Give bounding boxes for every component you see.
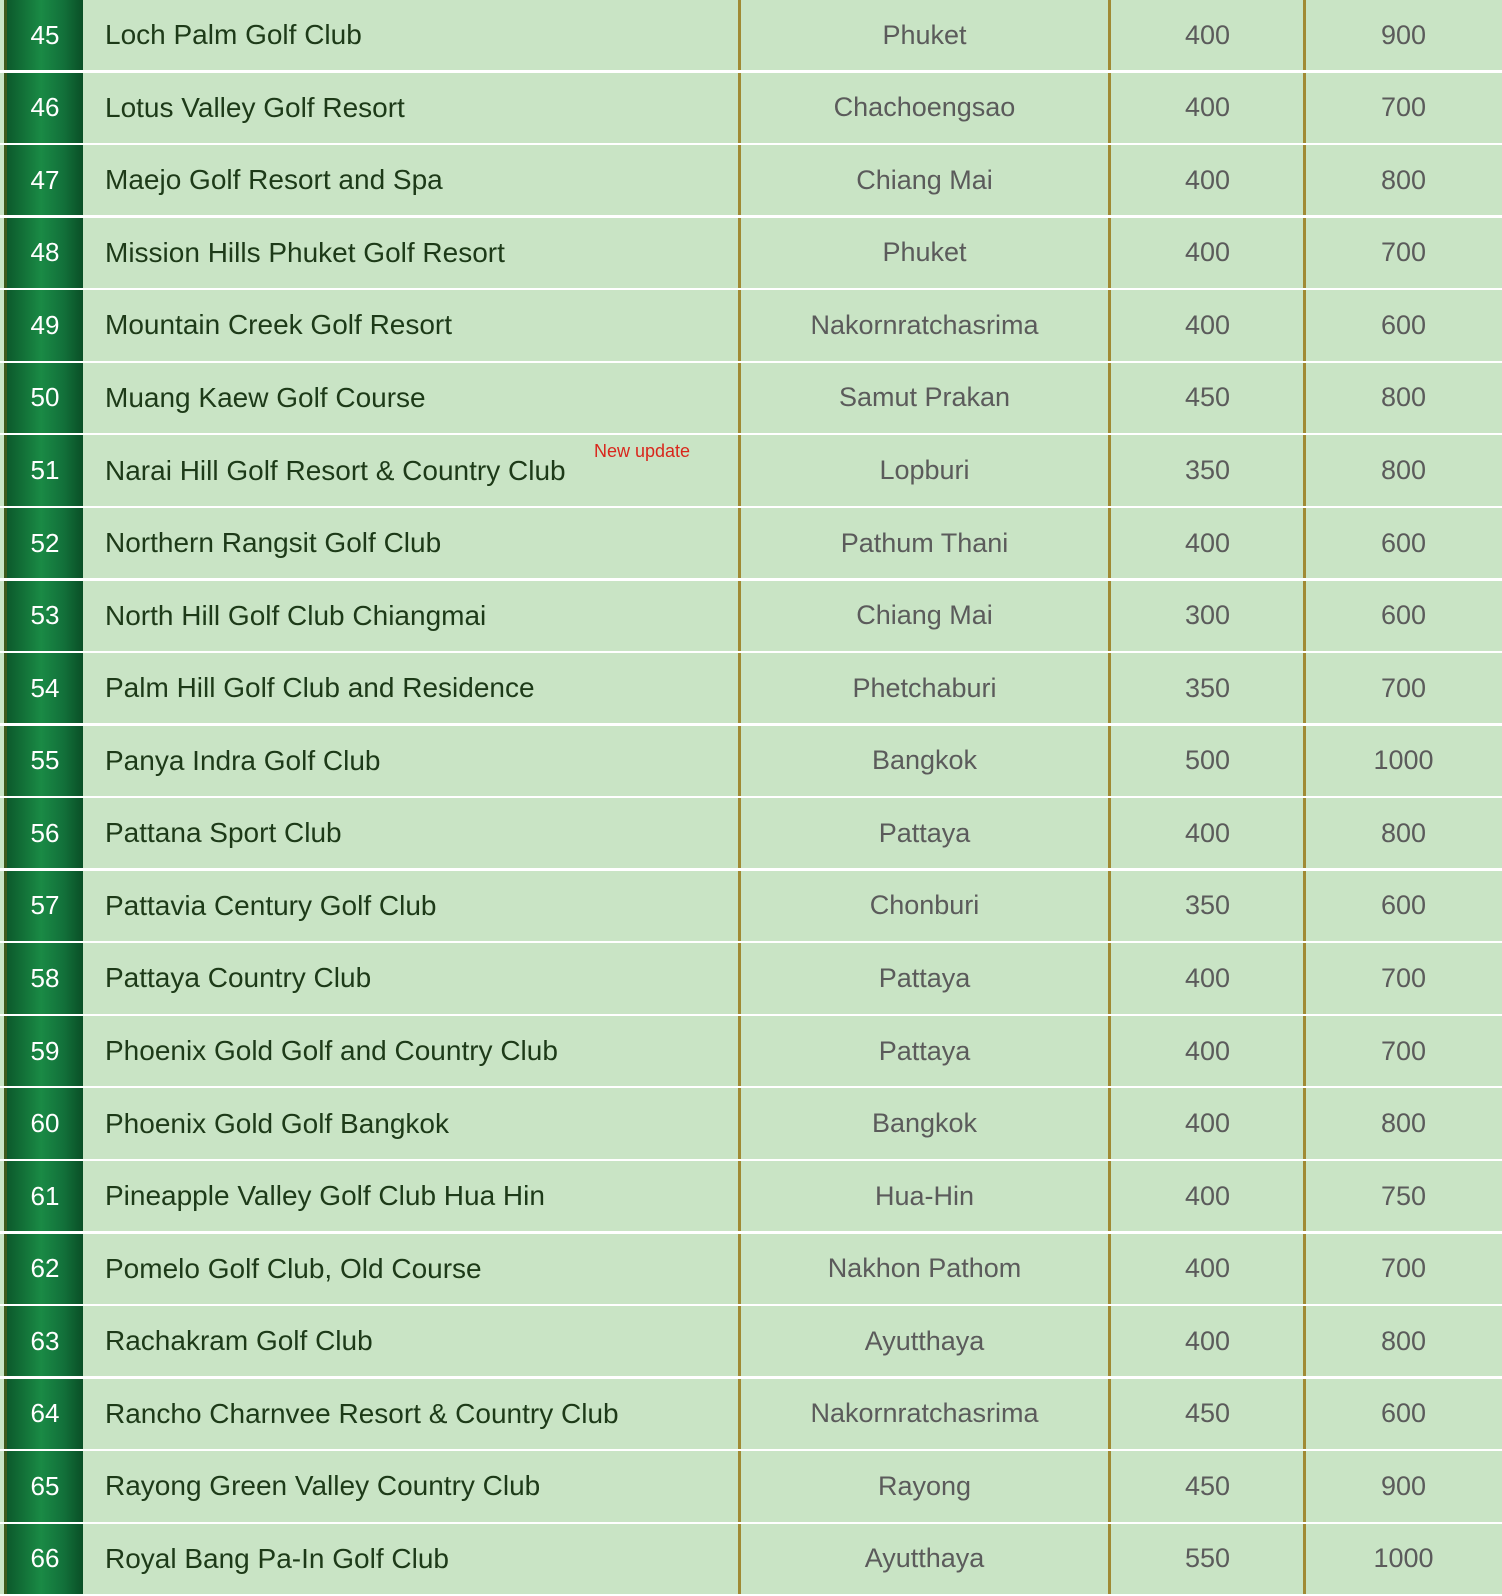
course-name: Palm Hill Golf Club and Residence: [105, 672, 535, 704]
course-location: Chiang Mai: [856, 164, 993, 195]
table-row: [0, 508, 1502, 578]
price-value-1: 450: [1184, 1470, 1231, 1501]
course-location: Phuket: [882, 237, 967, 268]
price-value-2: 700: [1380, 237, 1427, 268]
row-number: 64: [4, 1379, 83, 1449]
course-name: Pattavia Century Golf Club: [105, 889, 437, 921]
row-number: 59: [4, 1016, 83, 1086]
price-value-1: 400: [1184, 309, 1231, 340]
course-name: Loch Palm Golf Club: [105, 19, 362, 51]
row-number: 61: [4, 1161, 83, 1231]
price-value-2: 700: [1380, 1035, 1427, 1066]
table-row: [0, 0, 1502, 70]
course-name: Rancho Charnvee Resort & Country Club: [105, 1397, 619, 1429]
course-location: Bangkok: [871, 745, 978, 776]
row-number: 60: [4, 1088, 83, 1158]
course-name: Pomelo Golf Club, Old Course: [105, 1252, 482, 1284]
course-location: Pathum Thani: [840, 527, 1009, 558]
course-location: Lopburi: [879, 455, 970, 485]
price-value-1: 400: [1184, 92, 1231, 123]
table-row: [0, 1088, 1502, 1158]
row-number: 53: [4, 581, 83, 651]
course-location: Phetchaburi: [852, 672, 997, 703]
table-row: [0, 1016, 1502, 1086]
course-name: Phoenix Gold Golf Bangkok: [105, 1107, 449, 1139]
table-row: [0, 871, 1502, 941]
price-value-1: 450: [1184, 382, 1231, 413]
price-value-2: 700: [1380, 672, 1427, 703]
course-name: Mountain Creek Golf Resort: [105, 309, 453, 341]
course-location: Nakornratchasrima: [810, 1398, 1039, 1429]
price-value-2: 600: [1380, 309, 1427, 340]
price-value-1: 400: [1184, 1035, 1231, 1066]
row-number: 50: [4, 363, 83, 433]
table-row: [0, 145, 1502, 215]
course-name: Phoenix Gold Golf and Country Club: [105, 1035, 558, 1066]
row-number: 66: [4, 1524, 83, 1594]
course-location: Bangkok: [871, 1108, 978, 1139]
table-row: [0, 1379, 1502, 1449]
course-location: Chachoengsao: [833, 92, 1016, 123]
table-row: [0, 290, 1502, 360]
price-value-1: 350: [1184, 672, 1231, 703]
table-row: [0, 363, 1502, 433]
price-value-1: 400: [1184, 962, 1231, 993]
table-row: [0, 581, 1502, 651]
price-value-2: 800: [1380, 164, 1427, 195]
course-name: Muang Kaew Golf Course: [105, 381, 426, 413]
row-number: 62: [4, 1234, 83, 1304]
price-value-1: 450: [1184, 1398, 1231, 1429]
row-number: 51: [4, 435, 83, 505]
course-name: Maejo Golf Resort and Spa: [105, 164, 443, 196]
course-location: Pattaya: [878, 962, 971, 993]
course-name: North Hill Golf Club Chiangmai: [105, 599, 487, 631]
price-value-2: 800: [1380, 382, 1427, 413]
course-location: Samut Prakan: [838, 382, 1011, 413]
row-number: 48: [4, 218, 83, 288]
row-number: 56: [4, 798, 83, 868]
row-number: 55: [4, 726, 83, 796]
course-location: Ayutthaya: [864, 1543, 985, 1574]
table-row: [0, 653, 1502, 723]
price-value-1: 400: [1184, 164, 1231, 195]
price-value-2: 800: [1380, 1325, 1427, 1356]
row-number: 47: [4, 145, 83, 215]
table-row: [0, 1524, 1502, 1594]
table-row: [0, 1161, 1502, 1231]
course-location: Hua-Hin: [874, 1180, 975, 1211]
price-value-1: 400: [1184, 237, 1231, 268]
price-value-2: 700: [1380, 1253, 1427, 1284]
course-location: Rayong: [877, 1470, 972, 1501]
price-value-1: 400: [1184, 1325, 1231, 1356]
table-row: [0, 1234, 1502, 1304]
course-location: Phuket: [882, 19, 967, 50]
price-value-2: 800: [1380, 1108, 1427, 1139]
table-row: [0, 1306, 1502, 1376]
course-location: Nakornratchasrima: [810, 309, 1039, 340]
course-name: Panya Indra Golf Club: [105, 744, 381, 776]
row-number: 57: [4, 871, 83, 941]
price-value-2: 600: [1380, 890, 1427, 921]
price-value-2: 750: [1380, 1180, 1427, 1211]
course-location: Chiang Mai: [856, 600, 993, 631]
row-number: 58: [4, 943, 83, 1013]
row-number: 52: [4, 508, 83, 578]
price-value-1: 400: [1184, 1253, 1231, 1284]
price-value-2: 700: [1380, 92, 1427, 123]
table-row: [0, 798, 1502, 868]
price-value-1: 300: [1184, 600, 1231, 631]
course-name: Northern Rangsit Golf Club: [105, 527, 442, 559]
course-location: Chonburi: [869, 890, 980, 921]
price-value-1: 400: [1184, 1180, 1231, 1211]
price-value-2: 600: [1380, 527, 1427, 558]
course-name: Pineapple Valley Golf Club Hua Hin: [105, 1180, 545, 1212]
price-value-1: 400: [1184, 1108, 1231, 1139]
row-number: 46: [4, 73, 83, 143]
table-row: [0, 435, 1502, 505]
table-row: [0, 943, 1502, 1013]
row-number: 54: [4, 653, 83, 723]
price-value-1: 400: [1184, 19, 1231, 50]
table-row: [0, 726, 1502, 796]
price-value-1: 400: [1184, 817, 1231, 848]
price-value-2: 700: [1380, 962, 1427, 993]
price-value-1: 500: [1184, 745, 1231, 776]
new-update-badge: New update: [594, 441, 691, 462]
row-number: 63: [4, 1306, 83, 1376]
course-location: Nakhon Pathom: [827, 1253, 1022, 1284]
row-number: 49: [4, 290, 83, 360]
course-name: Lotus Valley Golf Resort: [105, 91, 405, 123]
course-name: Mission Hills Phuket Golf Resort: [105, 236, 505, 268]
price-value-2: 900: [1380, 1470, 1427, 1501]
price-value-2: 600: [1380, 600, 1427, 631]
price-value-2: 900: [1380, 19, 1427, 50]
price-value-1: 350: [1184, 890, 1231, 921]
price-value-1: 550: [1184, 1543, 1231, 1574]
price-value-2: 800: [1380, 455, 1427, 485]
course-name: Narai Hill Golf Resort & Country Club: [105, 454, 566, 486]
table-row: [0, 218, 1502, 288]
row-number: 45: [4, 0, 83, 70]
course-name: Rachakram Golf Club: [105, 1325, 373, 1357]
price-value-2: 800: [1380, 817, 1427, 848]
course-location: Pattaya: [878, 1035, 971, 1066]
table-row: [0, 1451, 1502, 1521]
course-name: Pattana Sport Club: [105, 817, 342, 849]
price-value-2: 600: [1380, 1398, 1427, 1429]
price-value-1: 400: [1184, 527, 1231, 558]
price-value-2: 1000: [1373, 1543, 1434, 1574]
price-value-1: 350: [1184, 455, 1231, 485]
course-name: Pattaya Country Club: [105, 962, 372, 994]
table-row: [0, 73, 1502, 143]
course-location: Ayutthaya: [864, 1325, 985, 1356]
course-name: Rayong Green Valley Country Club: [105, 1470, 541, 1502]
course-location: Pattaya: [878, 817, 971, 848]
row-number: 65: [4, 1451, 83, 1521]
price-value-2: 1000: [1373, 745, 1434, 776]
course-name: Royal Bang Pa-In Golf Club: [105, 1542, 449, 1574]
